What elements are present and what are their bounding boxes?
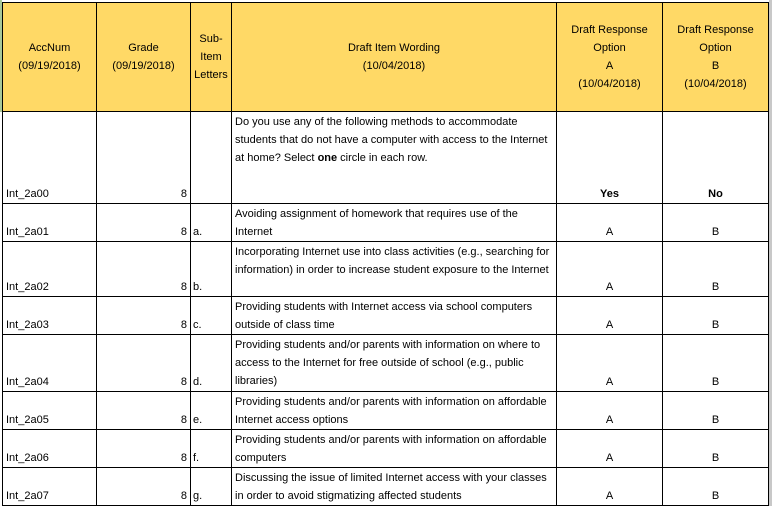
- cell-optA[interactable]: A: [557, 242, 663, 297]
- cell-accnum[interactable]: Int_2a07: [3, 468, 97, 506]
- cell-optB[interactable]: B: [663, 430, 769, 468]
- cell-sub[interactable]: c.: [191, 297, 232, 335]
- cell-grade[interactable]: 8: [97, 204, 191, 242]
- cell-accnum[interactable]: Int_2a03: [3, 297, 97, 335]
- cell-grade[interactable]: 8: [97, 242, 191, 297]
- cell-optB[interactable]: B: [663, 204, 769, 242]
- cell-grade[interactable]: 8: [97, 112, 191, 204]
- table-row: [3, 204, 769, 242]
- cell-optA[interactable]: A: [557, 392, 663, 430]
- table-row: [3, 242, 769, 297]
- cell-sub[interactable]: g.: [191, 468, 232, 506]
- cell-optA[interactable]: A: [557, 430, 663, 468]
- cell-accnum[interactable]: Int_2a01: [3, 204, 97, 242]
- cell-grade[interactable]: 8: [97, 392, 191, 430]
- cell-optB[interactable]: B: [663, 242, 769, 297]
- cell-optA[interactable]: A: [557, 297, 663, 335]
- cell-optB[interactable]: B: [663, 468, 769, 506]
- cell-wording[interactable]: Providing students and/or parents with information on affordable computers: [232, 430, 557, 468]
- cell-wording[interactable]: Providing students and/or parents with information on affordable Internet access options: [232, 392, 557, 430]
- cell-sub[interactable]: a.: [191, 204, 232, 242]
- table-row-stem: [3, 112, 769, 204]
- cell-optB[interactable]: B: [663, 297, 769, 335]
- cell-accnum[interactable]: Int_2a05: [3, 392, 97, 430]
- cell-accnum[interactable]: Int_2a06: [3, 430, 97, 468]
- cell-sub[interactable]: f.: [191, 430, 232, 468]
- header-row: [3, 3, 769, 112]
- table-row: [3, 297, 769, 335]
- cell-option-b[interactable]: No: [663, 112, 769, 204]
- cell-wording[interactable]: Discussing the issue of limited Internet access with your classes in order to avoid stigmatizing affected students: [232, 468, 557, 506]
- table-row: [3, 392, 769, 430]
- cell-grade[interactable]: 8: [97, 430, 191, 468]
- cell-wording[interactable]: Providing students and/or parents with information on where to access to the Internet for free outside of school (e.g., public libraries): [232, 335, 557, 392]
- cell-accnum[interactable]: Int_2a04: [3, 335, 97, 392]
- header-option-b[interactable]: Draft Response Option B (10/04/2018): [663, 3, 769, 112]
- cell-accnum[interactable]: Int_2a00: [3, 112, 97, 204]
- cell-grade[interactable]: 8: [97, 297, 191, 335]
- table-row: [3, 468, 769, 506]
- cell-optA[interactable]: A: [557, 204, 663, 242]
- cell-sub[interactable]: e.: [191, 392, 232, 430]
- table-row: [3, 430, 769, 468]
- header-sub-item-letters[interactable]: Sub- Item Letters: [191, 3, 232, 112]
- spreadsheet-grid: [2, 2, 769, 506]
- cell-optA[interactable]: A: [557, 468, 663, 506]
- cell-optB[interactable]: B: [663, 392, 769, 430]
- cell-sub[interactable]: b.: [191, 242, 232, 297]
- cell-wording[interactable]: Avoiding assignment of homework that requires use of the Internet: [232, 204, 557, 242]
- table-row: [3, 335, 769, 392]
- header-accnum[interactable]: AccNum (09/19/2018): [3, 3, 97, 112]
- header-option-a[interactable]: Draft Response Option A (10/04/2018): [557, 3, 663, 112]
- cell-accnum[interactable]: Int_2a02: [3, 242, 97, 297]
- cell-grade[interactable]: 8: [97, 468, 191, 506]
- cell-wording[interactable]: Providing students with Internet access via school computers outside of class time: [232, 297, 557, 335]
- cell-option-a[interactable]: Yes: [557, 112, 663, 204]
- header-grade[interactable]: Grade (09/19/2018): [97, 3, 191, 112]
- cell-optB[interactable]: B: [663, 335, 769, 392]
- cell-sub[interactable]: [191, 112, 232, 204]
- header-draft-item-wording[interactable]: Draft Item Wording (10/04/2018): [232, 3, 557, 112]
- cell-sub[interactable]: d.: [191, 335, 232, 392]
- cell-wording[interactable]: Do you use any of the following methods to accommodate students that do not have a computer with access to the Internet at home? Select one circle in each row.: [232, 112, 557, 204]
- cell-optA[interactable]: A: [557, 335, 663, 392]
- cell-grade[interactable]: 8: [97, 335, 191, 392]
- cell-wording[interactable]: Incorporating Internet use into class activities (e.g., searching for information) in order to increase student exposure to the Internet: [232, 242, 557, 297]
